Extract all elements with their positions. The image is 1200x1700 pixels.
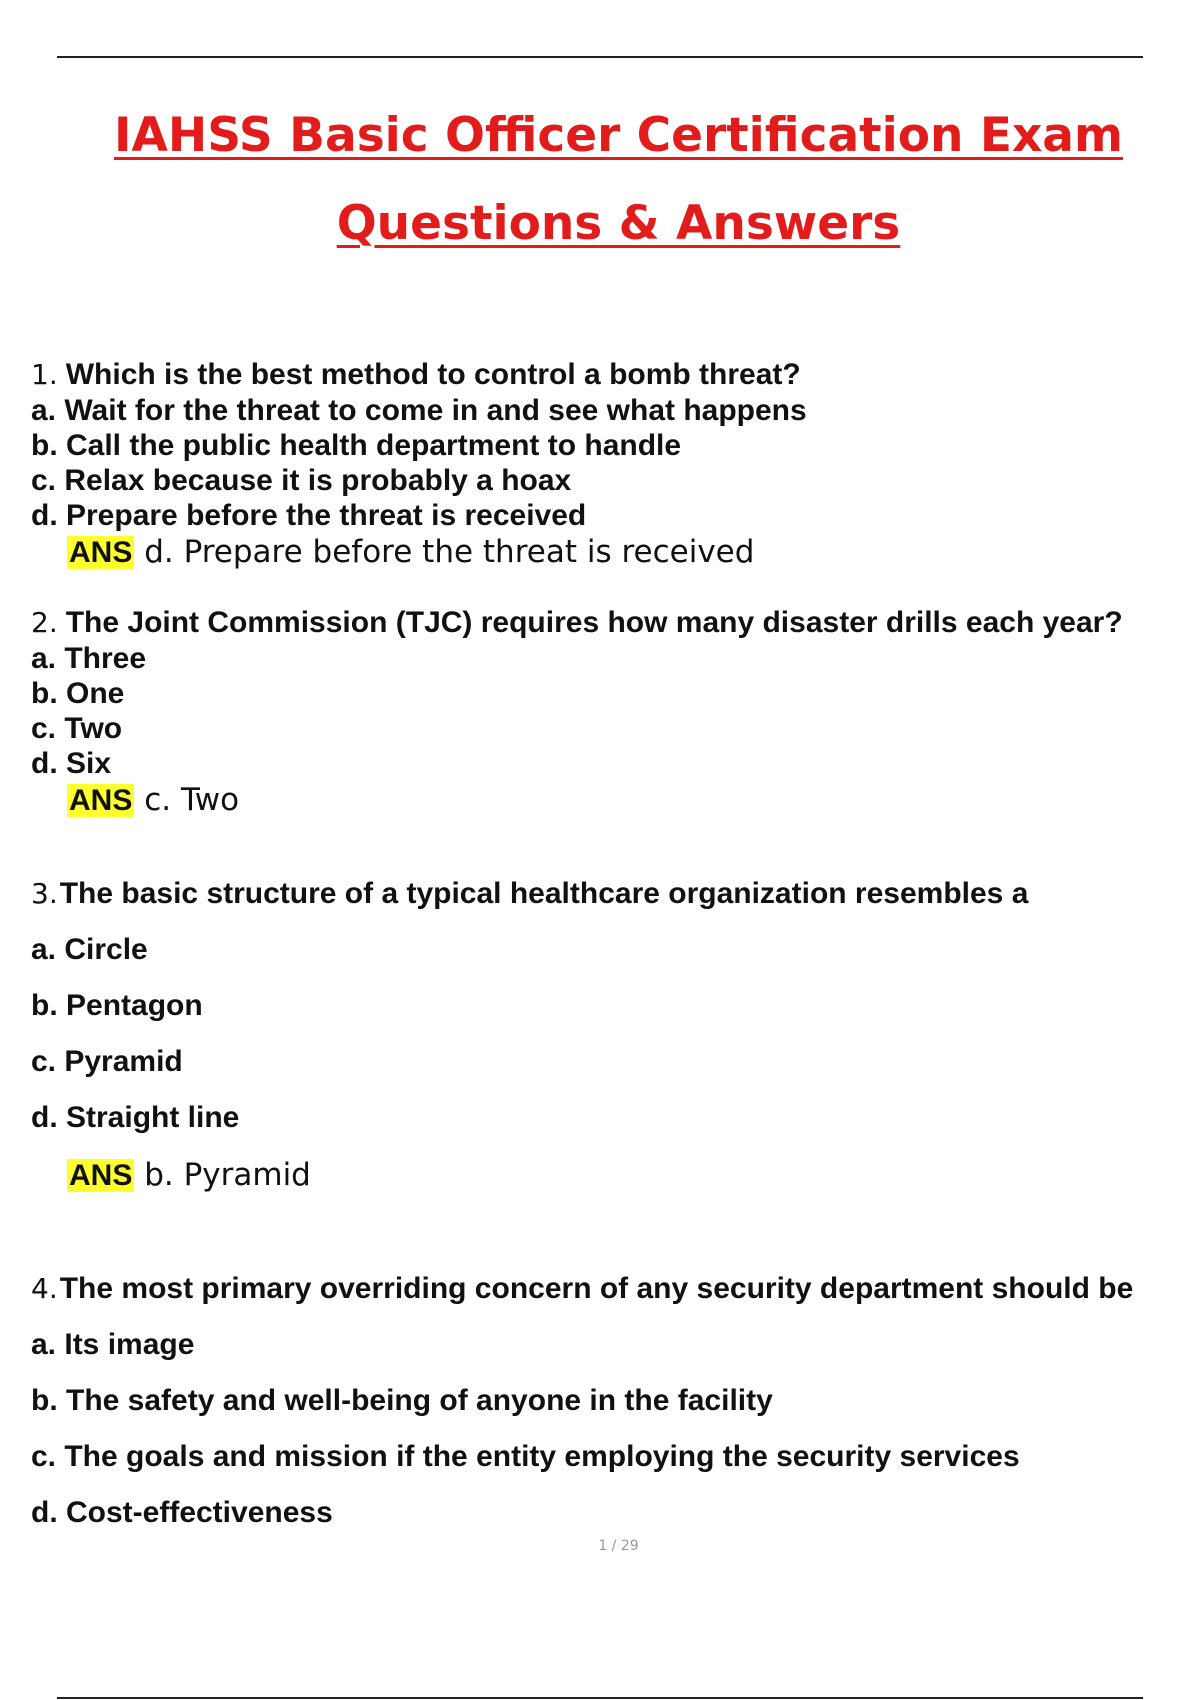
- question-text: Which is the best method to control a bomb threat?: [65, 358, 801, 391]
- option-a: a. Its image: [31, 1328, 195, 1361]
- answer-badge: ANS: [69, 784, 133, 817]
- answer-badge: ANS: [69, 1159, 133, 1192]
- answer-line: [67, 533, 1200, 571]
- answer-line: [67, 1156, 1200, 1196]
- question-4: [31, 1271, 1200, 1551]
- question-3: [31, 876, 1200, 1196]
- document-title-line-2: Questions & Answers: [336, 196, 901, 251]
- question-2: [31, 605, 1200, 819]
- option-c: c. Pyramid: [31, 1045, 183, 1078]
- answer-text: c. Two: [144, 782, 240, 818]
- answer-text: b. Pyramid: [144, 1157, 311, 1193]
- question-number: 4.: [31, 1272, 58, 1305]
- page-number: 1 / 29: [598, 1538, 639, 1554]
- question-1-prompt: [31, 357, 1200, 393]
- answer-line: [67, 781, 1200, 819]
- question-number: 3.: [31, 877, 58, 910]
- option-c: c. Relax because it is probably a hoax: [31, 464, 572, 497]
- question-number: 2.: [31, 606, 58, 639]
- option-d: d. Cost-effectiveness: [31, 1496, 333, 1529]
- question-text: The Joint Commission (TJC) requires how many disaster drills each year?: [65, 606, 1123, 639]
- option-b: b. One: [31, 677, 125, 710]
- top-rule: [57, 56, 1143, 58]
- question-1: [31, 357, 1200, 571]
- option-a: a. Three: [31, 642, 147, 675]
- option-d: d. Six: [31, 747, 112, 780]
- question-number: 1.: [31, 358, 58, 391]
- answer-badge: ANS: [69, 536, 133, 569]
- option-b: b. Pentagon: [31, 989, 203, 1022]
- option-c: c. Two: [31, 712, 123, 745]
- question-text: The most primary overriding concern of any security department should be: [59, 1272, 1134, 1305]
- option-a: a. Circle: [31, 933, 148, 966]
- answer-text: d. Prepare before the threat is received: [144, 534, 755, 570]
- bottom-rule: [57, 1697, 1143, 1699]
- option-d: d. Straight line: [31, 1101, 240, 1134]
- question-4-prompt: [31, 1271, 1200, 1327]
- option-c: c. The goals and mission if the entity employing the security services: [31, 1440, 1020, 1473]
- option-a: a. Wait for the threat to come in and see what happens: [31, 394, 807, 427]
- question-text: The basic structure of a typical healthcare organization resembles a: [59, 877, 1029, 910]
- option-b: b. The safety and well-being of anyone in the facility: [31, 1384, 773, 1417]
- question-2-prompt: [31, 605, 1200, 641]
- option-b: b. Call the public health department to handle: [31, 429, 682, 462]
- document-title-line-1: IAHSS Basic Officer Certification Exam: [114, 108, 1123, 163]
- question-3-prompt: [31, 876, 1200, 932]
- option-d: d. Prepare before the threat is received: [31, 499, 587, 532]
